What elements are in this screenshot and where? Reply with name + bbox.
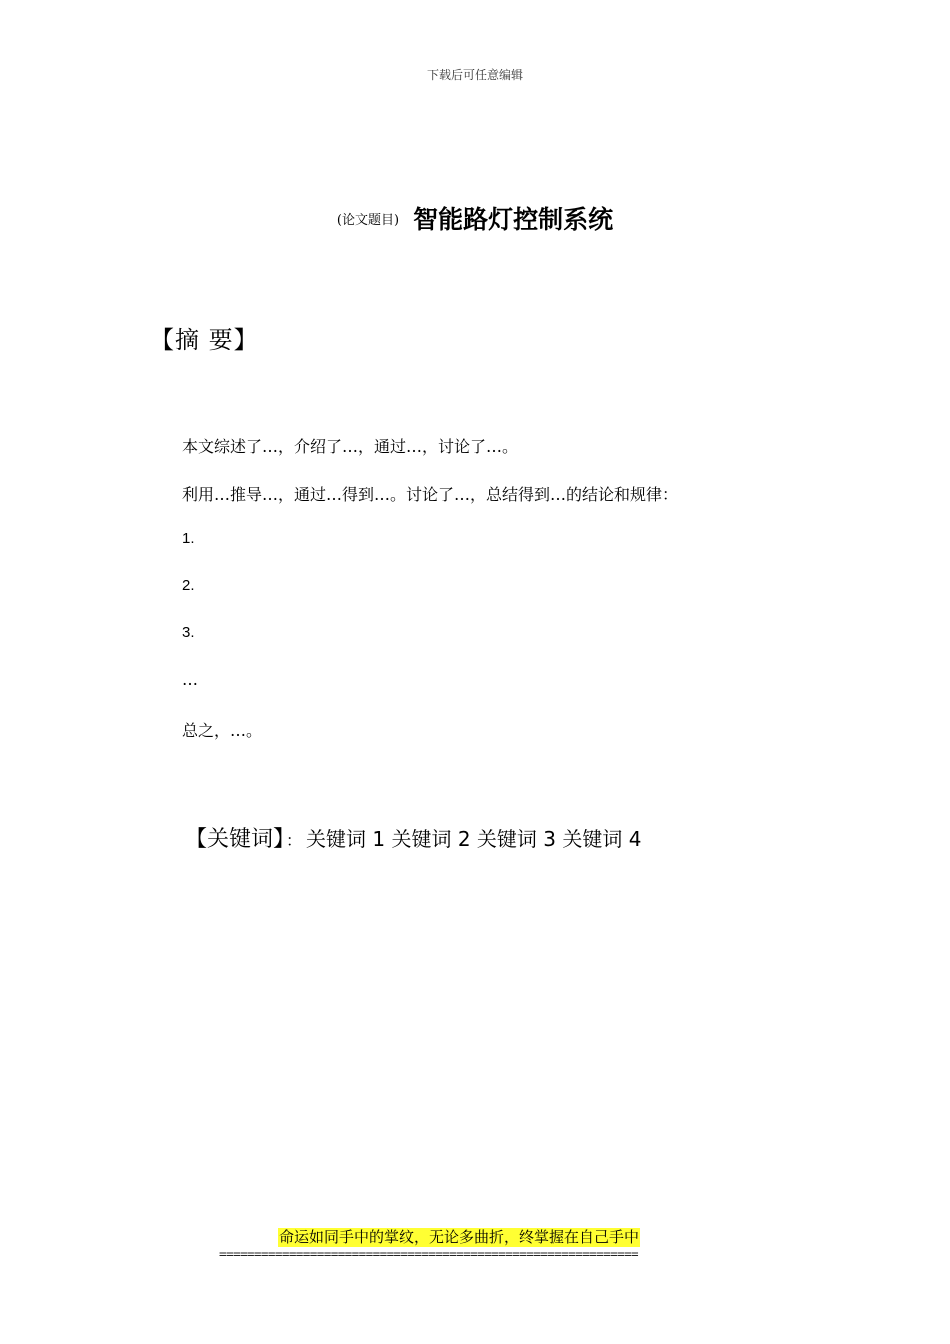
keywords-label: 【关键词】 [185,827,285,852]
keywords-values: 关键词 1 关键词 2 关键词 3 关键词 4 [306,827,642,851]
keywords-row [185,822,641,853]
abstract-heading: 【摘 要】 [150,326,259,354]
title-main: 智能路灯控制系统 [413,205,614,234]
document-title [0,200,950,236]
abstract-line-1: 本文综述了…，介绍了…，通过…，讨论了…。 [182,437,519,456]
footer-rule: ============================================================ [219,1246,638,1261]
list-item-3: 3. [182,624,195,641]
abstract-conclusion: 总之，…。 [182,721,263,740]
keywords-colon: ： [286,831,303,850]
list-ellipsis: … [182,670,198,689]
list-item-1: 1. [182,530,195,547]
footer-motto: 命运如同手中的掌纹，无论多曲折，终掌握在自己手中 [279,1228,640,1246]
list-item-2: 2. [182,577,195,594]
title-prefix: (论文题目) [336,212,400,228]
header-note: 下载后可任意编辑 [426,68,523,82]
abstract-line-2: 利用…推导…，通过…得到…。讨论了…，总结得到…的结论和规律： [182,485,679,504]
